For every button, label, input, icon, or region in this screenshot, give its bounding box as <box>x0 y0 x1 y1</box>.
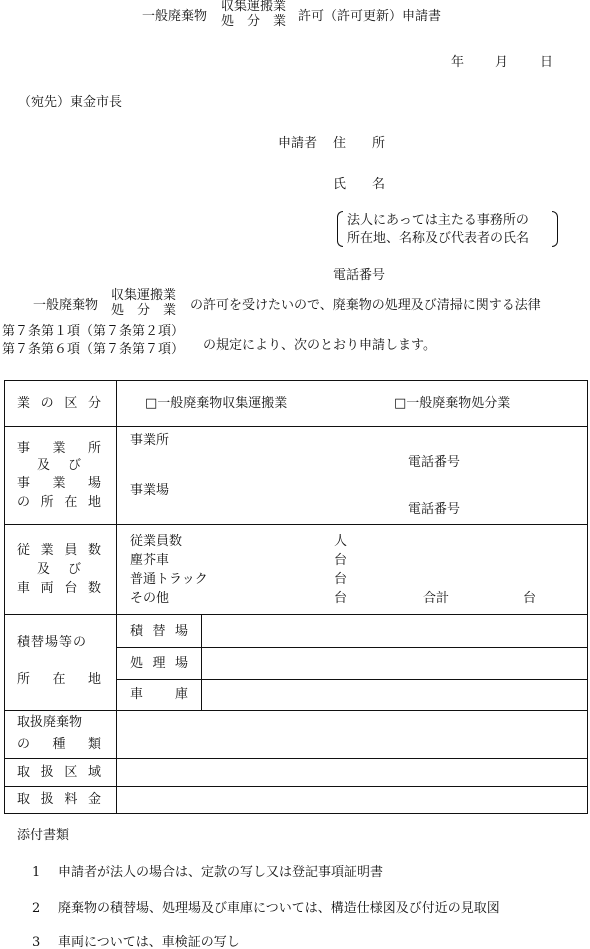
staff-label-3: 車 両 台 数 <box>17 581 101 596</box>
left-bracket <box>337 211 343 247</box>
attachment-text: 申請者が法人の場合は、定款の写し又は登記事項証明書 <box>58 865 384 880</box>
waste-type-label-2: の 種 類 <box>17 737 101 752</box>
applicant-label: 申請者 <box>278 136 318 151</box>
staff-unit: 台 <box>334 572 348 587</box>
staff-item: 塵芥車 <box>130 553 170 568</box>
area-label: 取 扱 区 域 <box>17 765 101 780</box>
office-label: 事業所 <box>130 433 170 448</box>
attachment-number: 1 <box>32 865 41 880</box>
addressee: （宛先）東金市長 <box>18 95 123 110</box>
corporate-note-line1: 法人にあっては主たる事務所の <box>347 213 529 228</box>
facility-label-2: 所 在 地 <box>17 672 101 687</box>
option-disposal-checkbox[interactable]: □一般廃棄物処分業 <box>394 396 511 411</box>
staff-item: 従業員数 <box>130 534 183 549</box>
staff-label-1: 従 業 員 数 <box>17 543 101 558</box>
attachment-text: 廃棄物の積替場、処理場及び車庫については、構造仕様図及び付近の見取図 <box>58 901 500 916</box>
staff-item: その他 <box>130 591 170 606</box>
waste-type-label-1: 取扱廃棄物 <box>17 715 83 730</box>
location-label-2: 及 び <box>37 458 81 473</box>
title-business-bottom: 処 分 業 <box>221 14 287 29</box>
corporate-note <box>347 214 529 245</box>
staff-label-2: 及 び <box>37 562 81 577</box>
title-prefix: 一般廃棄物 <box>142 9 208 24</box>
address-label: 住 所 <box>333 136 386 151</box>
attachment-number: 3 <box>32 935 41 949</box>
facility-transfer-label: 積 替 場 <box>130 624 188 639</box>
fee-label: 取 扱 料 金 <box>17 792 101 807</box>
facility-garage-label: 車 庫 <box>130 687 188 702</box>
law-article-top: 第７条第１項（第７条第２項） <box>2 324 185 339</box>
total-label: 合計 <box>423 591 450 606</box>
right-bracket <box>552 211 558 247</box>
date-month: 月 <box>495 55 509 70</box>
law-article-bottom: 第７条第６項（第７条第７項） <box>2 342 185 357</box>
site-label: 事業場 <box>130 483 170 498</box>
date-day: 日 <box>540 55 554 70</box>
title-business-type <box>221 0 286 28</box>
date-year: 年 <box>451 55 465 70</box>
body-business-bottom: 処 分 業 <box>111 303 177 318</box>
name-label: 氏 名 <box>333 177 386 192</box>
corporate-note-line2: 所在地、名称及び代表者の氏名 <box>347 231 530 246</box>
attachment-text: 車両については、車検証の写し <box>58 935 240 949</box>
total-unit: 台 <box>523 591 537 606</box>
body-text-1: の許可を受けたいので、廃棄物の処理及び清掃に関する法律 <box>190 298 541 313</box>
attachment-number: 2 <box>32 901 41 916</box>
staff-unit: 人 <box>334 534 348 549</box>
title-business-top: 収集運搬業 <box>221 0 287 14</box>
facility-treatment-label: 処 理 場 <box>130 656 188 671</box>
facility-label-1: 積替場等の <box>17 635 88 650</box>
body-business-type <box>111 289 176 317</box>
business-type-label: 業 の 区 分 <box>17 396 101 411</box>
law-articles <box>2 325 184 356</box>
title-suffix: 許可（許可更新）申請書 <box>298 9 442 24</box>
location-label-4: の 所 在 地 <box>17 495 101 510</box>
staff-unit: 台 <box>334 591 348 606</box>
attachments-heading: 添付書類 <box>17 828 70 843</box>
staff-item: 普通トラック <box>130 572 208 587</box>
option-collection-checkbox[interactable]: □一般廃棄物収集運搬業 <box>145 396 288 411</box>
site-phone-label: 電話番号 <box>408 502 461 517</box>
office-phone-label: 電話番号 <box>408 455 461 470</box>
location-label-1: 事 業 所 <box>17 441 101 456</box>
body-business-top: 収集運搬業 <box>111 288 177 303</box>
location-label-3: 事 業 場 <box>17 476 101 491</box>
phone-label: 電話番号 <box>333 268 386 283</box>
staff-unit: 台 <box>334 553 348 568</box>
body-prefix: 一般廃棄物 <box>33 298 99 313</box>
body-text-2: の規定により、次のとおり申請します。 <box>203 338 436 353</box>
